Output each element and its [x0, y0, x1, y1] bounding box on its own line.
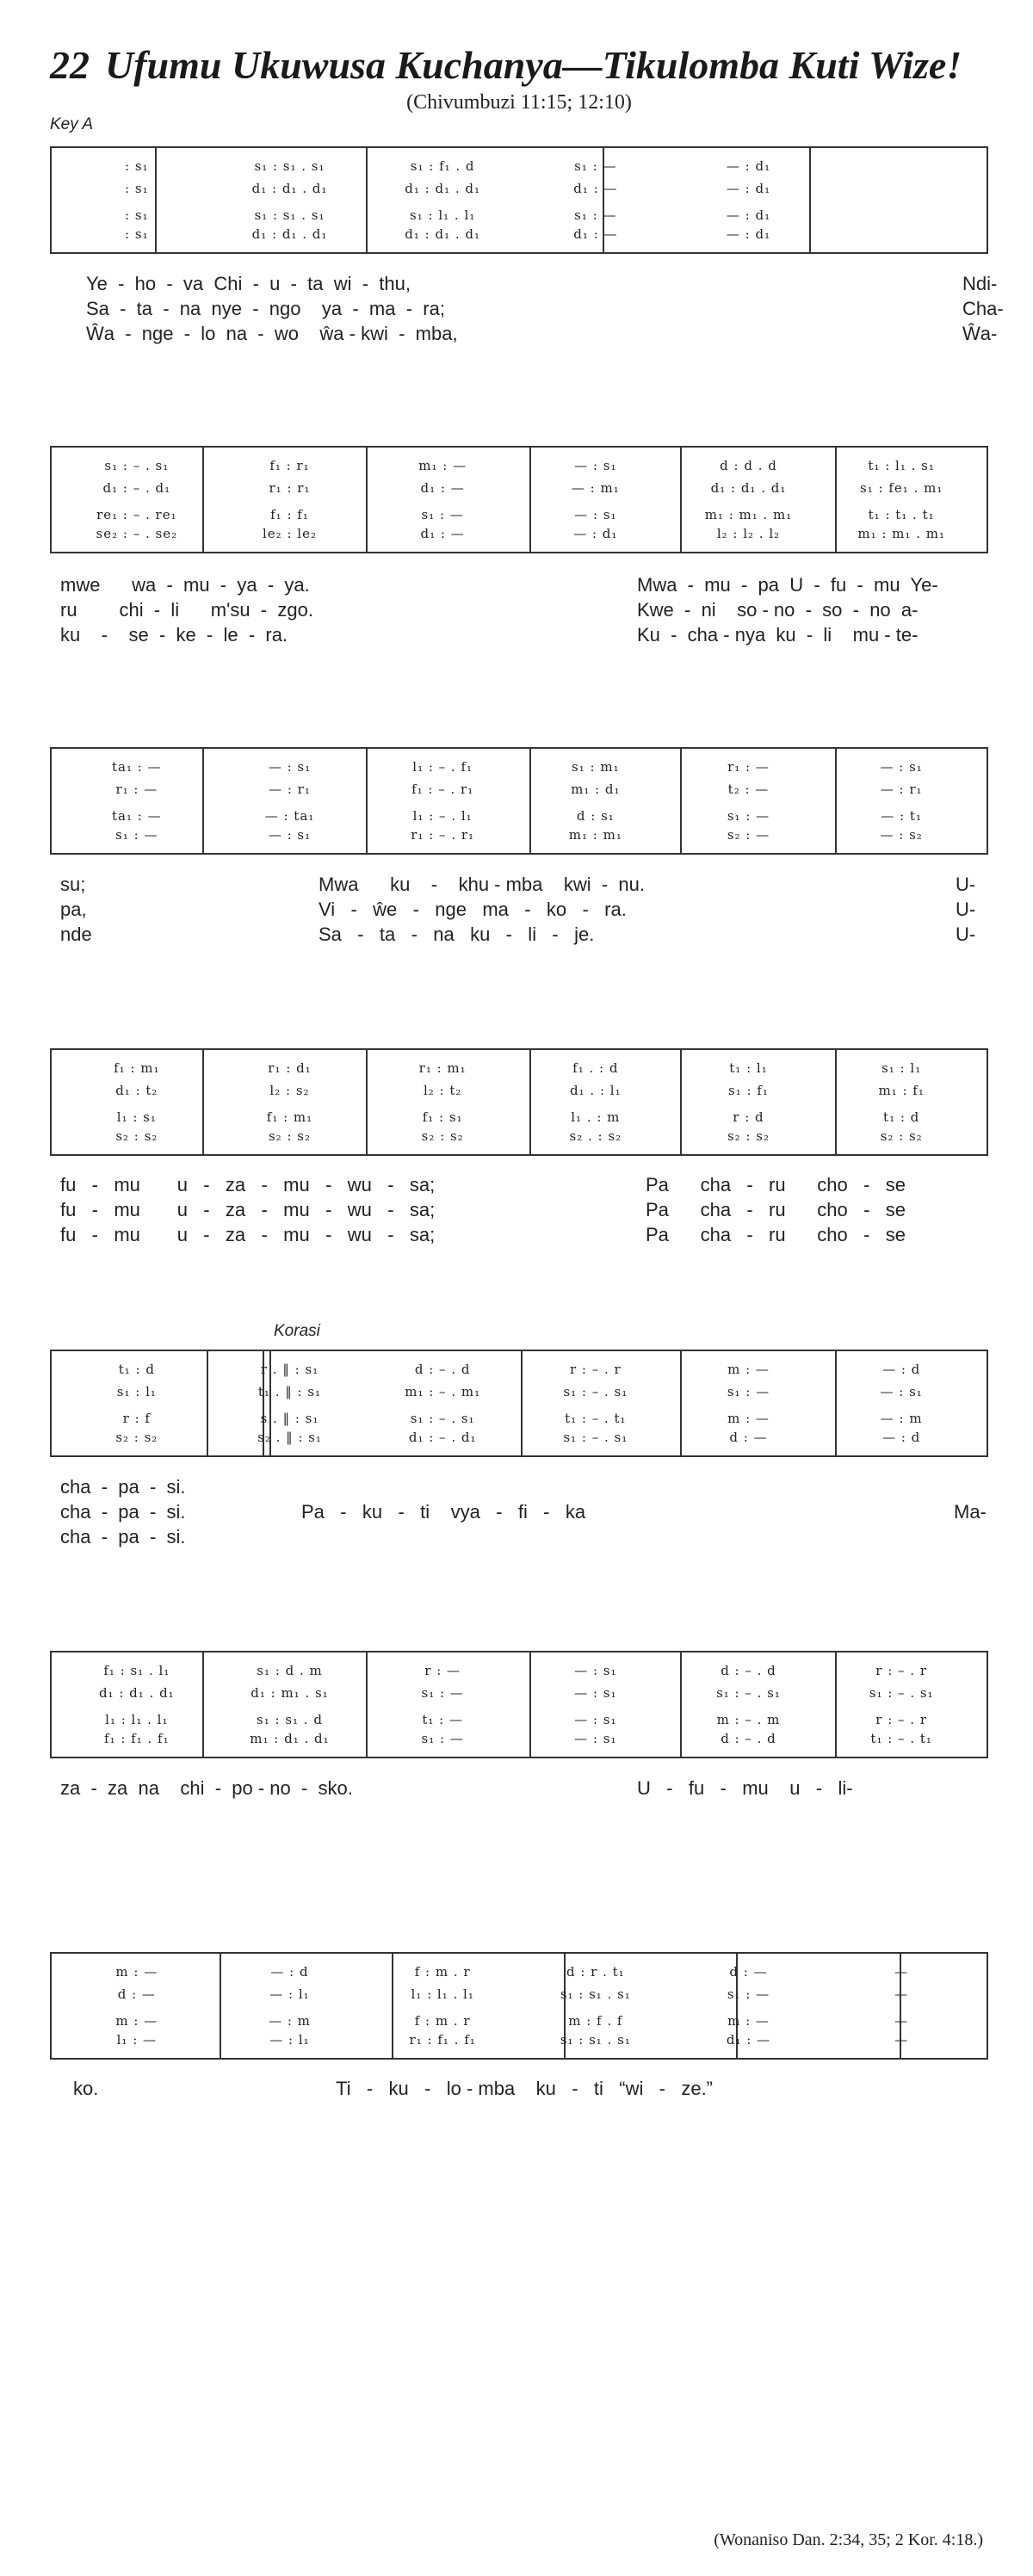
note-cell: f : m . r [414, 2012, 471, 2029]
note-cell: m : — [727, 1410, 770, 1426]
note-cell: s₁ : s₁ . s₁ [254, 207, 325, 223]
lyric-segment: Pa cha - ru cho - se [646, 1174, 906, 1195]
note-cell: r . ‖ : s₁ [260, 1362, 319, 1378]
note-cell: — [894, 2012, 909, 2029]
note-cell: s₂ : s₂ [268, 1127, 311, 1144]
note-cell: m : f . f [568, 2012, 623, 2029]
note-cell: : s₁ [125, 158, 149, 175]
note-cell: — : t₁ [881, 807, 922, 824]
lyric-segment: Ti - ku - lo - mba ku - ti “wi - ze.” [336, 2078, 714, 2099]
note-cell: s₁ : s₁ . d [257, 1711, 323, 1727]
note-cell: s₁ : s₁ . s₁ [560, 1986, 631, 2003]
voice-part-row [60, 1712, 978, 1727]
hymn-title-text: Ufumu Ukuwusa Kuchanya—Tikulomba Kuti Wize! [105, 43, 962, 87]
lyric-segment: Ŵa - nge - lo na - wo ŵa - kwi - mba, [86, 323, 458, 344]
lyric-segment: Ŵa- [962, 323, 998, 344]
note-cell: f₁ : s₁ [422, 1109, 463, 1125]
music-system [50, 146, 988, 254]
note-cell: m : — [727, 1362, 770, 1378]
note-cell: s₁ : – . s₁ [563, 1429, 628, 1445]
note-cell: d : — [729, 1964, 768, 1980]
lyric-segment: za - za na chi - po - no - sko. [60, 1777, 353, 1799]
note-cell: m₁ : m₁ . m₁ [704, 506, 793, 522]
note-cell: l₁ . : m [571, 1109, 621, 1125]
voice-part-row [60, 778, 978, 800]
note-cell: f₁ : m₁ [266, 1109, 313, 1125]
lyric-segment: Ye - ho - va Chi - u - ta wi - thu, [86, 273, 411, 294]
note-cell: t₁ : l₁ [729, 1060, 768, 1077]
note-cell: f₁ : r₁ [269, 458, 310, 474]
note-cell: — : s₁ [574, 1730, 617, 1746]
lyrics-block [60, 872, 981, 947]
note-cell: l₁ : — [116, 2031, 158, 2048]
note-cell: s . ‖ : s₁ [260, 1410, 319, 1426]
note-cell: — : d₁ [726, 207, 771, 223]
lyric-segment: Sa - ta - na ku - li - je. [319, 924, 595, 945]
note-cell: : s₁ [125, 207, 149, 223]
lyric-line [60, 897, 981, 922]
note-cell: m₁ : m₁ . m₁ [857, 525, 945, 541]
note-cell: d₁ : — [726, 2031, 771, 2048]
note-cell: f₁ . : d [572, 1060, 619, 1077]
note-cell: d₁ : — [573, 181, 618, 197]
note-cell: d : – . d [721, 1730, 776, 1746]
note-cell: l₂ : l₂ . l₂ [716, 525, 781, 541]
note-cell: : s₁ [125, 225, 149, 242]
note-cell: d : r . t₁ [566, 1964, 625, 1980]
voice-part-row [60, 522, 978, 545]
voice-part-row [60, 2013, 978, 2029]
note-cell: — : d [882, 1362, 921, 1378]
music-system [50, 1048, 988, 1156]
note-cell: — : d₁ [726, 225, 771, 242]
note-cell: m : — [727, 2012, 770, 2029]
lyric-segment: cha - pa - si. [60, 1526, 186, 1547]
note-cell: — : m₁ [571, 480, 620, 497]
note-cell: d₁ : – . d₁ [408, 1429, 477, 1445]
note-cell: d₁ : d₁ . d₁ [405, 181, 481, 197]
hymn-title [50, 41, 988, 90]
note-cell: s₁ : — [421, 506, 464, 522]
note-cell: l₂ : s₂ [269, 1083, 310, 1099]
lyric-segment: U- [956, 924, 976, 945]
lyric-segment: Pa cha - ru cho - se [646, 1224, 906, 1245]
lyric-segment: Mwa ku - khu - mba kwi - nu. [319, 874, 645, 895]
voice-part-row [60, 1426, 978, 1449]
lyric-segment: ko. [73, 2078, 99, 2099]
chorus-label: Korasi [274, 1322, 320, 1340]
note-cell: r : – . r [875, 1711, 928, 1727]
note-cell: — [894, 1964, 909, 1980]
note-cell: l₁ : l₁ . l₁ [105, 1711, 169, 1727]
lyric-segment: su; [60, 874, 86, 895]
note-cell: f₁ : – . r₁ [411, 781, 474, 798]
lyrics-block [60, 2076, 981, 2101]
note-cell: s₁ : — [727, 1986, 770, 2003]
note-cell: d₁ : d₁ . d₁ [98, 1685, 175, 1702]
voice-part-row [60, 2029, 978, 2051]
key-signature: Key A [50, 115, 93, 133]
music-system [50, 747, 988, 855]
lyric-line [60, 2076, 981, 2101]
note-cell: : s₁ [125, 181, 149, 197]
note-cell: r₁ : – . r₁ [411, 826, 475, 843]
hymn-number: 22 [50, 43, 90, 87]
note-cell: f₁ : s₁ . l₁ [103, 1663, 170, 1679]
voice-part-row [60, 1961, 978, 1983]
note-cell: s₂ : s₂ [727, 1127, 770, 1144]
note-cell: s₁ : – . s₁ [716, 1685, 781, 1702]
note-cell: t₂ : — [727, 781, 770, 798]
lyric-segment: U- [956, 899, 976, 920]
note-cell: s₁ : — [115, 826, 158, 843]
note-cell: — : s₂ [880, 826, 923, 843]
note-cell: d : — [729, 1429, 768, 1445]
voice-part-row [60, 808, 978, 824]
note-cell: d : – . d [414, 1362, 471, 1378]
cross-reference: (Wonaniso Dan. 2:34, 35; 2 Kor. 4:18.) [714, 2530, 983, 2549]
note-cell: d₁ . : l₁ [570, 1083, 622, 1099]
note-cell: s₂ : — [727, 826, 770, 843]
note-cell: — : s₁ [574, 1711, 617, 1727]
note-cell: l₁ : s₁ [116, 1109, 157, 1125]
note-cell: s₁ : — [421, 1730, 464, 1746]
lyric-line [60, 1197, 981, 1222]
lyric-line [60, 922, 981, 947]
voice-part-row [60, 477, 978, 499]
note-cell: s₁ : f₁ [728, 1083, 769, 1099]
note-cell: — : s₁ [880, 759, 923, 775]
lyric-line [60, 622, 981, 647]
note-cell: — : s₁ [268, 759, 312, 775]
note-cell: m₁ : m₁ [568, 826, 622, 843]
note-cell: s₁ : l₁ . l₁ [410, 207, 476, 223]
note-cell: m : — [115, 1964, 158, 1980]
lyric-segment: ru chi - li m'su - zgo. [60, 599, 313, 621]
lyric-line [60, 296, 1004, 321]
note-cell: f₁ : f₁ [270, 506, 309, 522]
note-cell: m₁ : — [418, 458, 467, 474]
lyric-segment: Ma- [954, 1501, 987, 1523]
solfa-notes [52, 448, 987, 552]
note-cell: t₁ : – . t₁ [870, 1730, 932, 1746]
voice-part-row [60, 1125, 978, 1147]
note-cell: t₁ : l₁ . s₁ [868, 458, 935, 474]
note-cell: — : s₁ [268, 826, 312, 843]
note-cell: d : d . d [720, 458, 777, 474]
note-cell: s₁ : — [727, 807, 770, 824]
lyrics-block [60, 1172, 981, 1247]
lyric-segment: Pa cha - ru cho - se [646, 1199, 906, 1220]
note-cell: s₁ : – . s₁ [104, 458, 170, 474]
voice-part-row [60, 1411, 978, 1426]
note-cell: — : d₁ [726, 158, 771, 175]
note-cell: s₁ : – . s₁ [563, 1384, 628, 1400]
note-cell: s₂ : s₂ [880, 1127, 923, 1144]
lyric-segment: Vi - ŵe - nge ma - ko - ra. [319, 899, 627, 920]
note-cell: — : d₁ [573, 525, 618, 541]
note-cell: le₂ : le₂ [263, 525, 317, 541]
note-cell: s₁ : f₁ . d [410, 158, 475, 175]
lyric-segment: U - fu - mu u - li- [637, 1777, 853, 1799]
note-cell: s₁ : – . s₁ [410, 1410, 475, 1426]
note-cell: — : l₁ [269, 1986, 310, 2003]
note-cell: m₁ : d₁ [571, 781, 621, 798]
voice-part-row [60, 1079, 978, 1102]
note-cell: l₁ : l₁ . l₁ [411, 1986, 474, 2003]
lyrics-block [60, 1474, 987, 1549]
note-cell: — [894, 2031, 909, 2048]
lyric-segment: fu - mu u - za - mu - wu - sa; [60, 1224, 436, 1245]
voice-part-row [60, 207, 978, 223]
note-cell: s₁ : — [421, 1685, 464, 1702]
voice-part-row [60, 1057, 978, 1079]
voice-part-row [60, 1659, 978, 1682]
lyric-segment: fu - mu u - za - mu - wu - sa; [60, 1199, 436, 1220]
note-cell: — : d [882, 1429, 921, 1445]
lyric-line [60, 1474, 981, 1499]
note-cell: d : — [117, 1986, 156, 2003]
note-cell: — : r₁ [880, 781, 923, 798]
note-cell: s₂ : s₂ [421, 1127, 464, 1144]
note-cell: r₁ : f₁ . f₁ [409, 2031, 476, 2048]
voice-part-row [60, 177, 978, 200]
note-cell: — : m [269, 2012, 311, 2029]
note-cell: t₁ . ‖ : s₁ [257, 1384, 322, 1400]
note-cell: — : s₁ [574, 1685, 617, 1702]
lyric-segment: Sa - ta - na nye - ngo ya - ma - ra; [86, 298, 445, 319]
note-cell: — : s₁ [574, 1663, 617, 1679]
scripture-reference: (Chivumbuzi 11:15; 12:10) [406, 91, 632, 114]
note-cell: s₁ : — [727, 1384, 770, 1400]
note-cell: l₁ : – . l₁ [412, 807, 473, 824]
note-cell: l₁ : – . f₁ [412, 759, 473, 775]
note-cell: r₁ : d₁ [268, 1060, 312, 1077]
note-cell: s₂ : s₂ [115, 1429, 158, 1445]
note-cell: f₁ : m₁ [114, 1060, 160, 1077]
lyric-line [60, 1524, 981, 1549]
note-cell: d₁ : d₁ . d₁ [251, 225, 328, 242]
lyric-segment: Cha- [962, 298, 1004, 319]
lyric-line [60, 572, 981, 597]
lyrics-block [60, 572, 981, 647]
lyric-segment: Kwe - ni so - no - so - no a- [637, 599, 919, 621]
music-system [50, 446, 988, 553]
lyric-line [60, 271, 998, 296]
note-cell: m₁ : f₁ [878, 1083, 925, 1099]
note-cell: m : — [115, 2012, 158, 2029]
note-cell: s₂ . : s₂ [569, 1127, 622, 1144]
lyric-line [60, 321, 998, 346]
lyric-segment: U- [956, 874, 976, 895]
lyric-segment: nde [60, 924, 92, 945]
voice-part-row [60, 1727, 978, 1750]
note-cell: re₁ : – . re₁ [96, 506, 177, 522]
note-cell: s₁ : m₁ [572, 759, 620, 775]
voice-part-row [60, 1983, 978, 2005]
note-cell: s₁ : — [574, 207, 617, 223]
lyrics-block [60, 271, 1004, 346]
note-cell: m : – . m [716, 1711, 781, 1727]
note-cell: f : m . r [414, 1964, 471, 1980]
voice-part-row [60, 1358, 978, 1381]
solfa-notes [52, 1351, 987, 1455]
note-cell: — : d₁ [726, 181, 771, 197]
lyric-line [60, 1499, 987, 1524]
note-cell: d : – . d [721, 1663, 776, 1679]
voice-part-row [60, 1682, 978, 1704]
note-cell: r : – . r [875, 1663, 928, 1679]
note-cell: r₁ : r₁ [269, 480, 311, 497]
solfa-notes [52, 1050, 987, 1154]
note-cell: — : s₁ [574, 506, 617, 522]
note-cell: s₁ : — [574, 158, 617, 175]
note-cell: d₁ : d₁ . d₁ [251, 181, 328, 197]
note-cell: — : m [880, 1410, 923, 1426]
lyric-line [60, 1776, 981, 1801]
note-cell: s₁ : l₁ [116, 1384, 157, 1400]
music-system [50, 1651, 988, 1758]
lyric-segment: Ndi- [962, 273, 998, 294]
note-cell: t₁ : d [118, 1362, 155, 1378]
note-cell: d₁ : – . d₁ [102, 480, 171, 497]
lyric-line [60, 1222, 981, 1247]
lyric-segment: Mwa - mu - pa U - fu - mu Ye- [637, 574, 938, 596]
note-cell: r : d [733, 1109, 764, 1125]
note-cell: s₂ : s₂ [115, 1127, 158, 1144]
lyric-segment: ku - se - ke - le - ra. [60, 624, 288, 646]
note-cell: s₁ : s₁ . s₁ [254, 158, 325, 175]
note-cell: t₁ : – . t₁ [565, 1410, 627, 1426]
voice-part-row [60, 454, 978, 477]
note-cell: s₁ : s₁ . s₁ [560, 2031, 631, 2048]
note-cell: f₁ : f₁ . f₁ [104, 1730, 170, 1746]
note-cell: — : s₁ [574, 458, 617, 474]
note-cell: s₁ : l₁ [881, 1060, 922, 1077]
note-cell: s₂ . ‖ : s₁ [257, 1429, 322, 1445]
music-system [50, 1952, 988, 2060]
note-cell: r : – . r [569, 1362, 622, 1378]
solfa-notes [52, 148, 987, 252]
lyric-line [60, 597, 981, 622]
music-system [50, 1350, 988, 1457]
note-cell: r₁ : m₁ [418, 1060, 467, 1077]
note-cell: d₁ : — [420, 525, 465, 541]
voice-part-row [60, 1109, 978, 1125]
voice-part-row [60, 155, 978, 177]
note-cell: r : — [424, 1663, 461, 1679]
lyric-line [60, 872, 981, 897]
note-cell: d₁ : t₂ [115, 1083, 158, 1099]
note-cell: d₁ : — [420, 480, 465, 497]
voice-part-row [60, 756, 978, 778]
note-cell: m₁ : – . m₁ [405, 1384, 481, 1400]
lyric-segment: Ku - cha - nya ku - li mu - te- [637, 624, 919, 646]
note-cell: d₁ : — [573, 225, 618, 242]
solfa-notes [52, 749, 987, 853]
note-cell: t₁ : t₁ . t₁ [868, 506, 935, 522]
note-cell: — : r₁ [269, 781, 311, 798]
note-cell: r : f [122, 1410, 151, 1426]
note-cell: d : s₁ [576, 807, 615, 824]
note-cell: se₂ : – . se₂ [96, 525, 178, 541]
lyric-segment: cha - pa - si. [60, 1501, 186, 1523]
solfa-notes [52, 1652, 987, 1757]
note-cell: — : s₁ [880, 1384, 923, 1400]
lyric-segment: mwe wa - mu - ya - ya. [60, 574, 310, 596]
note-cell: — [894, 1986, 909, 2003]
lyric-segment: fu - mu u - za - mu - wu - sa; [60, 1174, 436, 1195]
note-cell: d₁ : m₁ . s₁ [251, 1685, 329, 1702]
lyrics-block [60, 1776, 981, 1801]
solfa-notes [52, 1954, 987, 2058]
note-cell: s₁ : fe₁ . m₁ [860, 480, 943, 497]
lyric-segment: cha - pa - si. [60, 1476, 186, 1498]
hymn-header [50, 41, 988, 114]
lyric-line [60, 1172, 981, 1197]
voice-part-row [60, 1381, 978, 1403]
lyric-segment: pa, [60, 899, 87, 920]
note-cell: — : d [270, 1964, 309, 1980]
note-cell: t₁ : — [422, 1711, 463, 1727]
note-cell: — : ta₁ [264, 807, 315, 824]
note-cell: m₁ : d₁ . d₁ [250, 1730, 330, 1746]
note-cell: t₁ : d [883, 1109, 920, 1125]
voice-part-row [60, 223, 978, 245]
note-cell: d₁ : d₁ . d₁ [405, 225, 481, 242]
note-cell: — : l₁ [269, 2031, 310, 2048]
voice-part-row [60, 824, 978, 846]
note-cell: s₁ : d . m [257, 1663, 323, 1679]
note-cell: l₂ : t₂ [423, 1083, 462, 1099]
note-cell: d₁ : d₁ . d₁ [710, 480, 787, 497]
note-cell: ta₁ : — [112, 759, 162, 775]
note-cell: r₁ : — [727, 759, 770, 775]
note-cell: r₁ : — [115, 781, 158, 798]
note-cell: s₁ : – . s₁ [869, 1685, 934, 1702]
voice-part-row [60, 507, 978, 522]
lyric-segment: Pa - ku - ti vya - fi - ka [301, 1501, 586, 1523]
note-cell: ta₁ : — [112, 807, 162, 824]
